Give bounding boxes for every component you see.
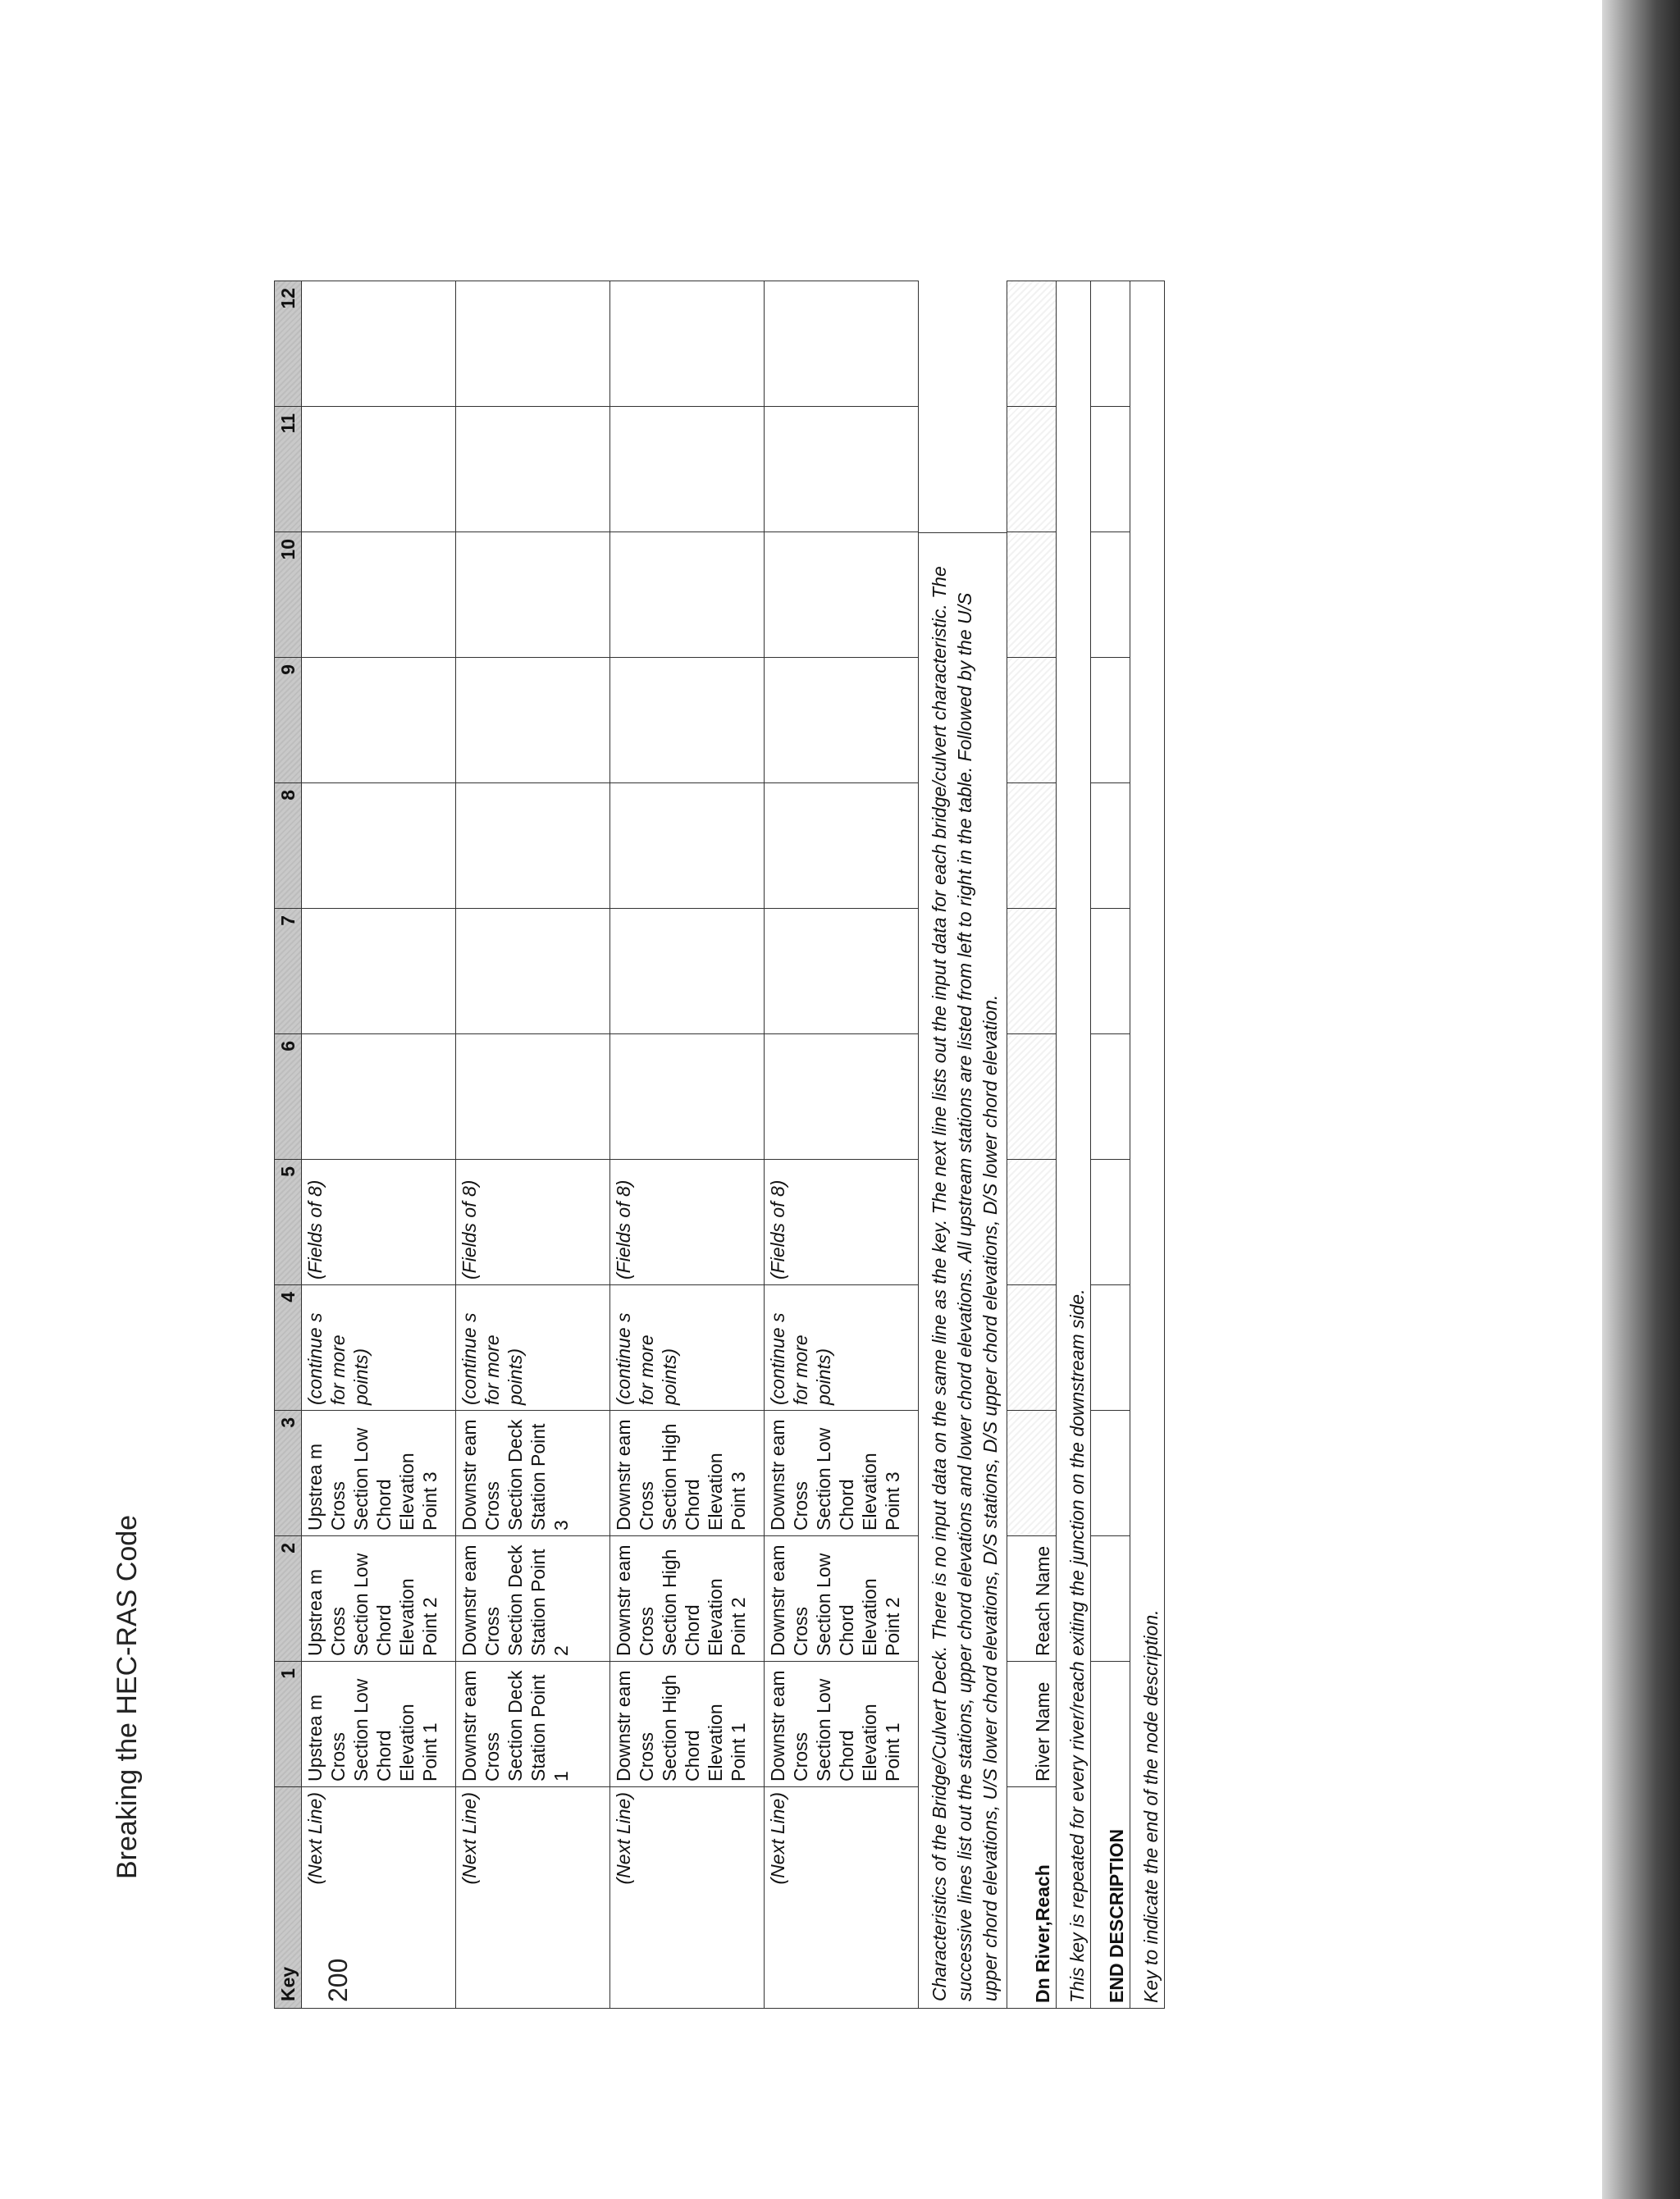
dn-river-key: Dn River,Reach [1007,1787,1057,2009]
table-cell [1091,407,1130,532]
table-cell: Upstrea m Cross Section Low Chord Elevation Point 3 [302,1411,456,1536]
table-cell [1091,909,1130,1034]
dn-river-table [1007,281,1165,2009]
deck-description-note: Characteristics of the Bridge/Culvert Deck. There is no input data on the same line as the key. The next line lists out the input data for each bridge/culvert characteristic. The successive lines list out the stations, upper chord elevations and lower chord elevations. All upstream stations are listed from left to right in the table. Followed by the U/S upper chord elevations, U/S lower chord elevations, D/S stations, D/S upper chord elevations, D/S lower chord elevation. [919,532,1007,2009]
code-sheet [274,188,1165,2009]
row-label: (Next Line) [610,1787,765,2009]
table-cell [765,532,919,658]
table-cell: Downstr eam Cross Section Low Chord Elevation Point 1 [765,1662,919,1787]
header-col-8: 8 [275,783,302,909]
table-cell [302,909,456,1034]
table-cell [765,407,919,532]
table-cell: (continue s for more points) [610,1285,765,1411]
table-cell [302,1034,456,1160]
table-cell [610,783,765,909]
table-cell [456,532,610,658]
table-cell [302,281,456,407]
table-cell [1091,1160,1130,1285]
table-cell [610,1034,765,1160]
table-cell [1091,658,1130,783]
header-col-10: 10 [275,532,302,658]
table-cell [610,658,765,783]
table-cell [1091,1411,1130,1536]
table-cell [456,407,610,532]
table-cell: (Fields of 8) [302,1160,456,1285]
table-row [302,281,456,2009]
header-col-5: 5 [275,1160,302,1285]
table-cell [1007,532,1057,658]
table-cell [765,909,919,1034]
row-label: (Next Line) [765,1787,919,2009]
table-cell: Upstrea m Cross Section Low Chord Elevation Point 2 [302,1536,456,1662]
scanner-edge [1602,0,1680,2199]
header-row [275,281,302,2009]
table-cell [1007,281,1057,407]
table-cell [456,658,610,783]
table-cell: (continue s for more points) [765,1285,919,1411]
table-cell [456,281,610,407]
table-cell [302,407,456,532]
header-col-12: 12 [275,281,302,407]
table-cell: Downstr eam Cross Section Deck Station Point 1 [456,1662,610,1787]
table-cell: (Fields of 8) [456,1160,610,1285]
table-row [765,281,919,2009]
table-cell: Downstr eam Cross Section Low Chord Elevation Point 3 [765,1411,919,1536]
table-cell: (Fields of 8) [765,1160,919,1285]
header-col-2: 2 [275,1536,302,1662]
table-cell: (continue s for more points) [456,1285,610,1411]
table-cell [610,281,765,407]
row-label: (Next Line) [456,1787,610,2009]
table-cell [1007,1285,1057,1411]
header-col-3: 3 [275,1411,302,1536]
row-label: (Next Line) [302,1787,456,2009]
table-cell [1091,1034,1130,1160]
header-col-9: 9 [275,658,302,783]
table-cell: Downstr eam Cross Section High Chord Elevation Point 1 [610,1662,765,1787]
table-cell [1007,1411,1057,1536]
table-cell [1007,1034,1057,1160]
header-col-4: 4 [275,1285,302,1411]
dn-river-row [1007,281,1057,2009]
table-cell [302,658,456,783]
table-cell [1007,658,1057,783]
table-cell [765,281,919,407]
table-cell [302,783,456,909]
running-head: Breaking the HEC-RAS Code [112,1514,143,1879]
table-cell [1091,1285,1130,1411]
table-cell: Upstrea m Cross Section Low Chord Elevation Point 1 [302,1662,456,1787]
table-cell [1007,909,1057,1034]
table-cell [765,1034,919,1160]
table-cell [302,532,456,658]
table-cell: Downstr eam Cross Section Deck Station Point 2 [456,1536,610,1662]
table-cell [610,909,765,1034]
table-cell [1091,532,1130,658]
table-cell [765,658,919,783]
table-cell: Downstr eam Cross Section High Chord Elevation Point 3 [610,1411,765,1536]
table-cell [1007,783,1057,909]
end-description-key: END DESCRIPTION [1091,1662,1130,2009]
table-cell: Downstr eam Cross Section Low Chord Elevation Point 2 [765,1536,919,1662]
dn-river-col1: River Name [1007,1662,1057,1787]
table-cell [1091,1536,1130,1662]
end-description-row [1091,281,1130,2009]
end-description-note-row [1130,281,1165,2009]
end-description-note: Key to indicate the end of the node description. [1130,281,1165,2009]
header-col-7: 7 [275,909,302,1034]
table-cell: Downstr eam Cross Section High Chord Elevation Point 2 [610,1536,765,1662]
table-cell [765,783,919,909]
table-cell [1091,281,1130,407]
table-cell [1091,783,1130,909]
header-col-6: 6 [275,1034,302,1160]
page-number: 200 [323,1958,353,2002]
dn-river-col2: Reach Name [1007,1536,1057,1662]
table-cell [610,532,765,658]
table-cell: (continue s for more points) [302,1285,456,1411]
header-key: Key [275,1787,302,2009]
table-cell [456,1034,610,1160]
key-table [274,281,919,2009]
table-cell [1007,407,1057,532]
table-row [456,281,610,2009]
table-cell [456,909,610,1034]
table-cell [1007,1160,1057,1285]
dn-river-note: This key is repeated for every river/reach exiting the junction on the downstream side. [1057,281,1091,2009]
header-col-1: 1 [275,1662,302,1787]
table-cell [456,783,610,909]
table-row [610,281,765,2009]
header-col-11: 11 [275,407,302,532]
dn-river-note-row [1057,281,1091,2009]
table-cell [610,407,765,532]
table-cell: (Fields of 8) [610,1160,765,1285]
table-cell: Downstr eam Cross Section Deck Station Point 3 [456,1411,610,1536]
